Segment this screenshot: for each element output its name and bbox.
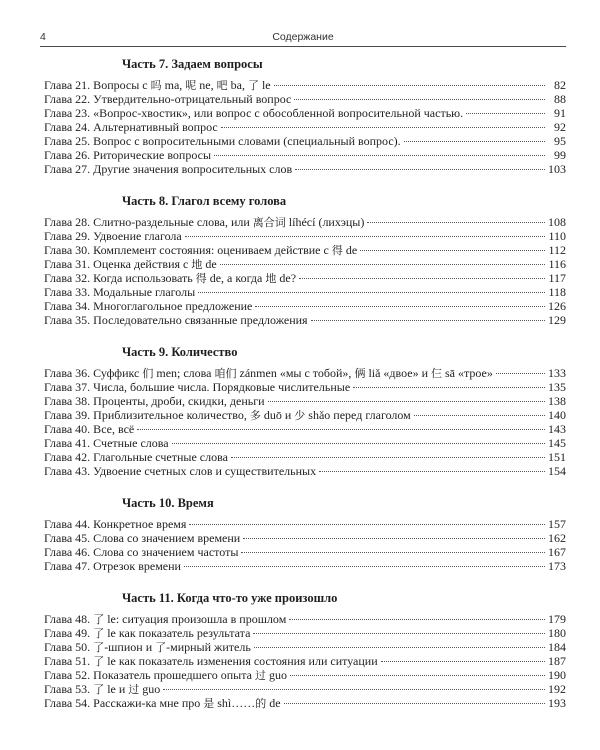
- chapter-title: Глава 49. 了 le как показатель результата: [44, 626, 251, 640]
- dot-leader: [253, 633, 545, 634]
- dot-leader: [198, 292, 545, 293]
- chapter-page-number: 116: [548, 257, 566, 271]
- dot-leader: [220, 264, 545, 265]
- running-title: Содержание: [272, 31, 334, 43]
- chapter-title: Глава 32. Когда использовать 得 de, а когда 地 de?: [44, 271, 297, 285]
- dot-leader: [299, 278, 545, 279]
- chapter-page-number: 184: [548, 640, 566, 654]
- chapter-page-number: 103: [548, 162, 566, 176]
- chapter-title: Глава 34. Многоглагольное предложение: [44, 299, 253, 313]
- chapter-page-number: 173: [548, 559, 566, 573]
- chapter-page-number: 157: [548, 517, 566, 531]
- chapter-title: Глава 47. Отрезок времени: [44, 559, 181, 573]
- chapter-page-number: 138: [548, 394, 566, 408]
- dot-leader: [189, 524, 545, 525]
- chapter-page-number: 82: [554, 78, 566, 92]
- chapter-page-number: 162: [548, 531, 566, 545]
- chapter-page-number: 192: [548, 682, 566, 696]
- part-title: Часть 9. Количество: [122, 345, 238, 359]
- dot-leader: [214, 155, 545, 156]
- chapter-title: Глава 42. Глагольные счетные слова: [44, 450, 228, 464]
- chapter-page-number: 179: [548, 612, 566, 626]
- dot-leader: [319, 471, 545, 472]
- toc-entry: [44, 408, 566, 422]
- chapter-page-number: 151: [548, 450, 566, 464]
- chapter-title: Глава 50. 了-шпион и 了-мирный житель: [44, 640, 251, 654]
- toc-entry: [44, 450, 566, 464]
- toc-entry: [44, 120, 566, 134]
- toc-entry: [44, 271, 566, 285]
- part-title: Часть 8. Глагол всему голова: [122, 194, 287, 208]
- part-title: Часть 7. Задаем вопросы: [122, 57, 263, 71]
- toc-entry: [44, 612, 566, 626]
- dot-leader: [290, 675, 545, 676]
- dot-leader: [254, 647, 545, 648]
- chapter-page-number: 92: [554, 120, 566, 134]
- chapter-title: Глава 40. Все, всё: [44, 422, 135, 436]
- toc-entry: [44, 215, 566, 229]
- chapter-title: Глава 54. Расскажи-ка мне про 是 shì……的 de: [44, 696, 281, 710]
- chapter-title: Глава 44. Конкретное время: [44, 517, 187, 531]
- chapter-title: Глава 43. Удвоение счетных слов и существительных: [44, 464, 317, 478]
- dot-leader: [466, 113, 545, 114]
- dot-leader: [163, 689, 545, 690]
- dot-leader: [184, 566, 545, 567]
- chapter-page-number: 108: [548, 215, 566, 229]
- chapter-page-number: 118: [548, 285, 566, 299]
- toc-entry: [44, 545, 566, 559]
- chapter-page-number: 126: [548, 299, 566, 313]
- chapter-page-number: 110: [548, 229, 566, 243]
- dot-leader: [404, 141, 545, 142]
- chapter-page-number: 193: [548, 696, 566, 710]
- part-title: Часть 10. Время: [122, 496, 214, 510]
- chapter-title: Глава 25. Вопрос с вопросительными словами (специальный вопрос).: [44, 134, 401, 148]
- chapter-page-number: 180: [548, 626, 566, 640]
- chapter-title: Глава 46. Слова со значением частоты: [44, 545, 239, 559]
- chapter-title: Глава 23. «Вопрос-хвостик», или вопрос с обособленной вопросительной частью.: [44, 106, 464, 120]
- dot-leader: [172, 443, 545, 444]
- toc-entry: [44, 243, 566, 257]
- toc-entry: [44, 531, 566, 545]
- toc-entry: [44, 436, 566, 450]
- chapter-page-number: 133: [548, 366, 566, 380]
- dot-leader: [231, 457, 545, 458]
- toc-entry: [44, 517, 566, 531]
- chapter-title: Глава 29. Удвоение глагола: [44, 229, 182, 243]
- chapter-page-number: 95: [554, 134, 566, 148]
- chapter-page-number: 91: [554, 106, 566, 120]
- chapter-title: Глава 51. 了 le как показатель изменения состояния или ситуации: [44, 654, 378, 668]
- dot-leader: [255, 306, 545, 307]
- chapter-page-number: 112: [548, 243, 566, 257]
- toc-entry: [44, 380, 566, 394]
- table-of-contents: [44, 56, 566, 710]
- chapter-title: Глава 48. 了 le: ситуация произошла в прошлом: [44, 612, 287, 626]
- chapter-title: Глава 27. Другие значения вопросительных слов: [44, 162, 293, 176]
- chapter-title: Глава 36. Суффикс 们 men; слова 咱们 zánmen «мы с тобой», 俩 liǎ «двое» и 仨 sā «трое»: [44, 366, 493, 380]
- toc-entry: [44, 682, 566, 696]
- toc-entry: [44, 626, 566, 640]
- dot-leader: [360, 250, 545, 251]
- dot-leader: [185, 236, 545, 237]
- chapter-page-number: 143: [548, 422, 566, 436]
- dot-leader: [414, 415, 545, 416]
- toc-entry: [44, 229, 566, 243]
- toc-entry: [44, 78, 566, 92]
- dot-leader: [295, 169, 545, 170]
- chapter-page-number: 145: [548, 436, 566, 450]
- chapter-title: Глава 21. Вопросы с 吗 ma, 呢 ne, 吧 ba, 了 le: [44, 78, 271, 92]
- chapter-page-number: 140: [548, 408, 566, 422]
- dot-leader: [274, 85, 545, 86]
- chapter-page-number: 99: [554, 148, 566, 162]
- chapter-page-number: 135: [548, 380, 566, 394]
- toc-entry: [44, 559, 566, 573]
- toc-entry: [44, 366, 566, 380]
- chapter-title: Глава 38. Проценты, дроби, скидки, деньги: [44, 394, 265, 408]
- chapter-title: Глава 30. Комплемент состояния: оцениваем действие с 得 de: [44, 243, 358, 257]
- chapter-title: Глава 41. Счетные слова: [44, 436, 169, 450]
- toc-entry: [44, 92, 566, 106]
- dot-leader: [289, 619, 545, 620]
- toc-entry: [44, 394, 566, 408]
- chapter-page-number: 88: [554, 92, 566, 106]
- dot-leader: [294, 99, 545, 100]
- chapter-page-number: 167: [548, 545, 566, 559]
- chapter-page-number: 154: [548, 464, 566, 478]
- page-number: 4: [40, 31, 46, 43]
- toc-entry: [44, 313, 566, 327]
- toc-entry: [44, 668, 566, 682]
- chapter-title: Глава 31. Оценка действия с 地 de: [44, 257, 217, 271]
- dot-leader: [221, 127, 545, 128]
- toc-entry: [44, 134, 566, 148]
- chapter-title: Глава 53. 了 le и 过 guo: [44, 682, 161, 696]
- dot-leader: [367, 222, 545, 223]
- chapter-title: Глава 52. Показатель прошедшего опыта 过 guo: [44, 668, 287, 682]
- dot-leader: [243, 538, 545, 539]
- chapter-page-number: 117: [548, 271, 566, 285]
- part-title: Часть 11. Когда что-то уже произошло: [122, 591, 338, 605]
- running-header: [40, 30, 566, 47]
- dot-leader: [137, 429, 545, 430]
- toc-entry: [44, 299, 566, 313]
- dot-leader: [353, 387, 545, 388]
- chapter-title: Глава 26. Риторические вопросы: [44, 148, 212, 162]
- toc-entry: [44, 257, 566, 271]
- chapter-title: Глава 24. Альтернативный вопрос: [44, 120, 218, 134]
- toc-entry: [44, 148, 566, 162]
- toc-entry: [44, 464, 566, 478]
- chapter-title: Глава 35. Последовательно связанные предложения: [44, 313, 308, 327]
- dot-leader: [496, 373, 545, 374]
- chapter-title: Глава 45. Слова со значением времени: [44, 531, 241, 545]
- chapter-page-number: 190: [548, 668, 566, 682]
- chapter-title: Глава 33. Модальные глаголы: [44, 285, 196, 299]
- dot-leader: [311, 320, 545, 321]
- toc-entry: [44, 696, 566, 710]
- toc-entry: [44, 162, 566, 176]
- dot-leader: [241, 552, 545, 553]
- chapter-title: Глава 37. Числа, большие числа. Порядковые числительные: [44, 380, 351, 394]
- chapter-page-number: 129: [548, 313, 566, 327]
- toc-entry: [44, 640, 566, 654]
- toc-entry: [44, 106, 566, 120]
- chapter-title: Глава 22. Утвердительно-отрицательный вопрос: [44, 92, 292, 106]
- dot-leader: [381, 661, 545, 662]
- toc-entry: [44, 285, 566, 299]
- chapter-title: Глава 39. Приблизительное количество, 多 duō и 少 shǎo перед глаголом: [44, 408, 411, 422]
- chapter-page-number: 187: [548, 654, 566, 668]
- toc-entry: [44, 422, 566, 436]
- dot-leader: [268, 401, 545, 402]
- dot-leader: [284, 703, 545, 704]
- toc-entry: [44, 654, 566, 668]
- chapter-title: Глава 28. Слитно-раздельные слова, или 离合词 líhécí (лихэцы): [44, 215, 365, 229]
